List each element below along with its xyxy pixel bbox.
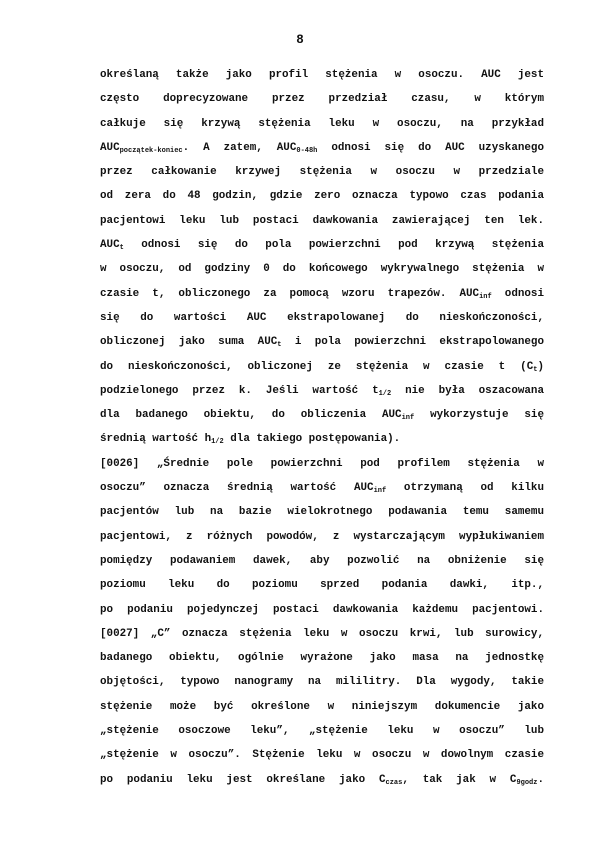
text-segment: poziomu leku do poziomu sprzed podania dawki, itp., (100, 579, 544, 592)
text-line (100, 427, 544, 451)
text-line (100, 257, 544, 281)
text-segment: pomiędzy podawaniem dawek, aby pozwolić na obniżenie się (100, 554, 544, 567)
page-number: 8 (296, 33, 304, 47)
text-line (100, 403, 544, 427)
text-segment: po podaniu leku jest określane jako C (100, 773, 386, 786)
text-segment: stężenie może być określone w niniejszym dokumencie jako (100, 700, 544, 713)
text-segment: całkuje się krzywą stężenia leku w osoczu, na przykład (100, 117, 544, 130)
text-line (100, 549, 544, 573)
text-line (100, 355, 544, 379)
text-segment: dla takiego postępowania). (223, 433, 401, 446)
subscript: inf (373, 487, 387, 496)
text-segment: , tak jak w C (402, 773, 517, 786)
text-segment: badanego obiektu, ogólnie wyrażone jako masa na jednostkę (100, 652, 544, 665)
text-line (100, 233, 544, 257)
text-segment: odnosi się do AUC uzyskanego (317, 141, 544, 154)
text-segment: w osoczu, od godziny 0 do końcowego wykrywalnego stężenia w (100, 263, 544, 276)
subscript: 1/2 (211, 438, 224, 447)
subscript: czas (385, 778, 403, 787)
text-line (100, 670, 544, 694)
text-segment: pacjentów lub na bazie wielokrotnego podawania temu samemu (100, 506, 544, 519)
text-segment: [0027] „C” oznacza stężenia leku w osoczu krwi, lub surowicy, (100, 627, 544, 640)
text-line (100, 500, 544, 524)
text-line (100, 330, 544, 354)
text-line (100, 136, 544, 160)
text-line (100, 306, 544, 330)
text-segment: . (537, 773, 545, 786)
text-line (100, 112, 544, 136)
text-segment: objętości, typowo nanogramy na mililitry. Dla wygody, takie (100, 676, 544, 689)
text-segment: pacjentowi leku lub postaci dawkowania zawierającej ten lek. (100, 214, 544, 227)
text-segment: osoczu” oznacza średnią wartość AUC (100, 482, 374, 495)
text-segment: obliczonej jako suma AUC (100, 336, 278, 349)
text-line (100, 622, 544, 646)
text-line (100, 452, 544, 476)
text-line (100, 160, 544, 184)
text-segment: odnosi się do pola powierzchni pod krzywą stężenia (123, 239, 544, 252)
text-line (100, 573, 544, 597)
text-line (100, 719, 544, 743)
subscript: początek-koniec (119, 146, 183, 155)
subscript: 1/2 (378, 389, 392, 398)
text-segment: AUC (100, 141, 120, 154)
text-line (100, 598, 544, 622)
text-segment: AUC (100, 239, 120, 252)
text-line (100, 695, 544, 719)
document-body (100, 63, 544, 792)
text-line (100, 282, 544, 306)
text-segment: określaną także jako profil stężenia w osoczu. AUC jest (100, 69, 544, 81)
text-segment: „stężenie osoczowe leku”, „stężenie leku w osoczu” lub (100, 725, 544, 738)
text-segment: do nieskończoności, obliczonej ze stężenia w czasie t (C (100, 360, 534, 373)
text-segment: wykorzystuje się (414, 409, 544, 422)
text-line (100, 87, 544, 111)
text-line (100, 476, 544, 500)
text-line (100, 209, 544, 233)
text-segment: . A zatem, AUC (182, 141, 297, 154)
text-segment: i pola powierzchni ekstrapolowanego (281, 336, 544, 349)
text-segment: po podaniu pojedynczej postaci dawkowania każdemu pacjentowi. (100, 603, 544, 616)
subscript: 0-48h (296, 146, 318, 155)
text-segment: dla badanego obiektu, do obliczenia AUC (100, 409, 402, 422)
subscript: t (277, 341, 282, 350)
text-line (100, 63, 544, 87)
text-segment: „stężenie w osoczu”. Stężenie leku w osoczu w dowolnym czasie (100, 749, 544, 762)
subscript: 9godz (516, 778, 538, 787)
subscript: t (533, 365, 538, 374)
text-line (100, 184, 544, 208)
text-segment: ) (537, 360, 544, 373)
text-segment: często doprecyzowane przez przedział czasu, w którym (100, 93, 544, 106)
text-line (100, 379, 544, 403)
subscript: t (119, 244, 124, 253)
text-segment: [0026] „Średnie pole powierzchni pod profilem stężenia w (100, 457, 544, 470)
text-line (100, 646, 544, 670)
subscript: inf (401, 414, 415, 423)
text-segment: nie była oszacowana (391, 384, 544, 397)
text-line (100, 768, 544, 792)
text-segment: od zera do 48 godzin, gdzie zero oznacza typowo czas podania (100, 190, 544, 203)
text-line (100, 525, 544, 549)
text-segment: otrzymaną od kilku (386, 482, 544, 495)
text-segment: średnią wartość h (100, 433, 212, 446)
text-segment: przez całkowanie krzywej stężenia w osoczu w przedziale (100, 166, 544, 179)
text-segment: się do wartości AUC ekstrapolowanej do nieskończoności, (100, 311, 544, 324)
text-segment: odnosi (491, 287, 545, 300)
text-line (100, 743, 544, 767)
subscript: inf (479, 292, 492, 301)
text-segment: pacjentowi, z różnych powodów, z wystarczającym wypłukiwaniem (100, 530, 544, 543)
text-segment: czasie t, obliczonego za pomocą wzoru trapezów. AUC (100, 287, 480, 300)
text-segment: podzielonego przez k. Jeśli wartość t (100, 384, 379, 397)
